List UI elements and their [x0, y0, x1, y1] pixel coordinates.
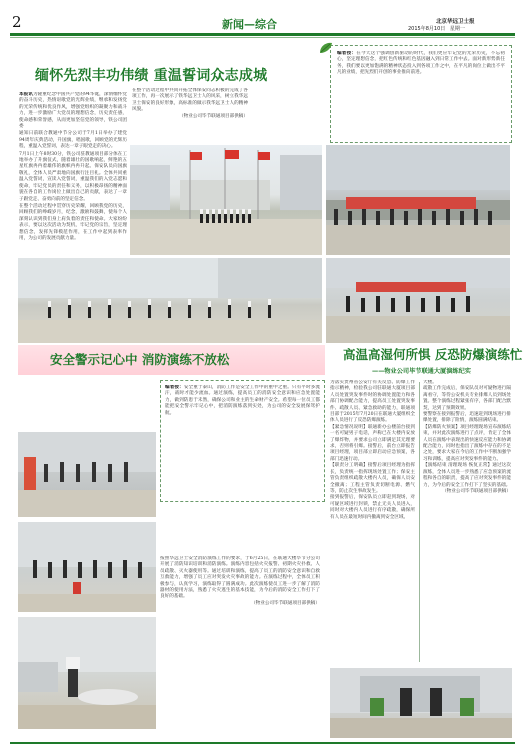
article1-title: 缅怀先烈丰功伟绩 重温誓词众志成城 — [35, 68, 268, 84]
article1-body2: 7月1日上午8时30分，铁公司驻教通项目部分体在工地举办了升旗仪式，随着雄壮的国歌响起，鲜艳的五星红旗冉冉着雄伟的旗帜冉冉升起。保安队员向国旗敬礼，全体人员严肃地向国旗行注目礼。全体共同重温入党誓词，宣读入党誓词，重温我们的入党志愿和使命，牢记党员的责任和义务，以积极昂扬的精神面貌在各自的工作岗位上做出自己的贡献，表达了一章子跟党走、奋勇向前的坚定信念。 — [19, 151, 127, 202]
article3-commentary-label: 编者按： — [165, 385, 184, 390]
guard-lineup-photo — [18, 258, 322, 343]
flag-ceremony-photo — [130, 145, 322, 255]
header-rule — [10, 33, 515, 36]
article2-col2 — [423, 380, 511, 665]
issue-date — [408, 25, 465, 32]
article2-col2-p1: 大楼。 — [423, 380, 437, 385]
article1-body4 — [132, 88, 248, 140]
article1-body1: 通知日前联合教通中节分公司于7月1日举办了建党94周年庆典活动，升国旗，唱国歌，回顾党的光辉历程，重温入党誓词，表达一章子眼党走的决心。 — [19, 131, 127, 150]
article3-body-text: 按照华远卫士安全消防演练工作的要求，于6月25日，在联通大楼毕节分公司开展了消防知识培训和消防演练。演练内容包括火灾报警、初期火灾扑救、人员疏散、灭火器使用等。通过培训和演练，提高了员工的消防安全意识和自救互救能力，增强了员工应对突发火灾事故的能力。在演练过程中，全体员工积极参与，认真学习，演练取得了圆满成功。此次演练使员工进一步了解了消防器材的使用方法，熟悉了火灾逃生的基本技能，为今后的消防安全工作打下了良好的基础。 — [160, 556, 320, 600]
header-rule-thin — [10, 37, 515, 38]
article1-body4-text: 在整个活动过程中共同开拓全体保安同志积极的完成了各项工作，再一次展示了铁华远卫士人的风采，树立我华远卫士保安的良好形象，高标准的做示我华远卫士人的精神风貌。 — [132, 88, 248, 113]
lead-label: 本报讯 — [19, 92, 33, 97]
commentary1-body: 在今天这个强调创新驱动的时代，我们更应牢记党的光荣历史，不忘初心，坚定理想信念，把红色传统和红色基因融入到日常工作中去。面对新形势新任务，我们要以更加饱满的精神状态投入到各项工作之中，在平凡的岗位上做出不平凡的业绩，把先烈们开创的事业推向前进。 — [337, 51, 505, 76]
commentary1-text — [337, 51, 505, 137]
article2-column-divider — [419, 382, 420, 662]
guards-entrance-photo — [330, 668, 512, 738]
article3-body — [160, 556, 320, 736]
commentary1-label: 编者按： — [337, 51, 357, 56]
article2-col1-p1: 为落实贵州省公安厅有关反恐、防爆工作指示精神，检验我公司驻联通大厦项目部人员处置突发事件时的协调处置能力和各部门协调配合能力，提高员工处置突发事件、疏散人员、紧急救助的能力，联通项目部于2015年7月20日在联通大厦组织全体人员进行了反恐防爆演练。 — [330, 380, 415, 424]
drill-march-photo — [326, 258, 510, 343]
article2-col2-p2: 疏散工作完成后，保安队员对可疑物进行隔离看守，等待公安机关专业排爆人员到场处置。整个演练过程紧张有序，各部门配合默契，达到了预期效果。 — [423, 386, 511, 411]
article2-col2-p4: 【防爆防火预案】项目经理现场宣布演练结束，并对此次演练进行了点评，肯定了全体人员在演练中表现出的快速反应能力和协调配合能力，同时也指出了演练中存在的不足之处，要求大家在今后的工作中不断加强学习和训练，提高应对突发事件的能力。 — [423, 424, 511, 462]
article2-subtitle: ——物业公司毕节联通大厦演练纪实 — [372, 368, 471, 375]
article2-source: （物业公司毕节联通项目部供稿） — [442, 488, 511, 494]
section-title: 新闻—综合 — [222, 18, 277, 31]
footer-rule — [10, 742, 515, 744]
date-text: 2015年8月10日 — [408, 26, 446, 32]
fire-suit-photo — [18, 432, 156, 517]
article2-col2-p5: 【演练结束 清理现场 恢复正常】通过这次演练，全体人员进一步熟悉了应急预案的流程和各自的职责，提高了应对突发事件的能力，为今后的安全工作打下了坚实的基础。 — [423, 463, 511, 488]
article2-col1-p4: 接到报警后，保安队员立即赶到现场，对可疑区域进行封锁，禁止无关人员进入，同时对大楼内人员进行有序疏散，确保所有人员在最短时间内撤离到安全区域。 — [330, 495, 415, 520]
commentary1-box — [330, 45, 512, 143]
article2-col1-p3: 【职责分工明确】接警后项目经理为指挥长，负责统一指挥现场处置工作；保安主管负责组织疏散大楼内人员，确保人员安全撤离；工程主管负责切断电源、燃气等，防止次生事故发生。 — [330, 463, 415, 494]
weekday-text: 星期一 — [449, 26, 465, 32]
drill-crowd-photo — [326, 145, 510, 255]
hose-drill-photo — [18, 617, 156, 729]
article1-source: （物业公司毕节联通项目部供稿） — [179, 113, 248, 119]
leaf-icon — [318, 40, 334, 59]
article1-body3: 在整个活动过程中贯穿历史荣耀，回顾我党的历史，回顾我们的峥嵘岁月，纪念，激励和鼓舞，使每个人深刻认识到我们身上肩负着的责任和使命。大家纷纷表示，要以这次活动为契机，牢记党的宗旨，坚定理想信念，发挥先锋模范作用，在工作中起到表率作用，为公司的发展贡献力量。 — [19, 203, 127, 241]
article3-commentary-text: 安全重于泰山，消防工作是安全工作中的重中之重。只有平时多流汗，战时才能少流血。通过演练，提高员工的消防安全意识和应急处置能力，做到防患于未然，确保公司和业主的生命财产安全。希望每一位员工都能把安全警示牢记心中，把消防演练落到实处，为公司的安全发展保驾护航。 — [165, 385, 320, 416]
article2-col1 — [330, 380, 415, 665]
article3-commentary-box — [160, 380, 325, 502]
article3-source: （物业公司毕节联通项目部供稿） — [251, 600, 320, 606]
fire-extinguisher-photo — [18, 522, 156, 612]
article3-title: 安全警示记心中 消防演练不放松 — [50, 352, 230, 367]
lead-text: 为隆重纪念中国共产党的94华诞，深情缅怀党的奋斗历史，热情讴歌党的光辉业绩，继承和发扬党的光荣传统和优良作风，增强党组织的凝聚力和战斗力，进一步激励广大党员的理想信念，历史责任感，使命感和荣誉感，从而更加坚信党的领导，铁公司团委 — [19, 92, 127, 130]
article2-title: 高温高湿何所惧 反恐防爆演练忙 — [343, 347, 523, 362]
article2-col2-p3: 要警察在接到报警后，迅速赶到现场进行排爆处置，排除了险情，演练圆满结束。 — [423, 412, 511, 424]
page-number: 2 — [12, 13, 22, 31]
paper-name: 北京华远卫士报 — [436, 19, 475, 25]
article3-commentary — [165, 385, 320, 497]
article2-col1-p2: 【紧急情况说明】联通新办公楼前台接到一名可疑男子电话，声称已在大楼内安放了爆炸物，并要求公司立即满足其无理要求，否则将引爆。接警后，前台立即报告项目经理，项目部立即启动应急预案，各部门迅速行动。 — [330, 424, 415, 462]
